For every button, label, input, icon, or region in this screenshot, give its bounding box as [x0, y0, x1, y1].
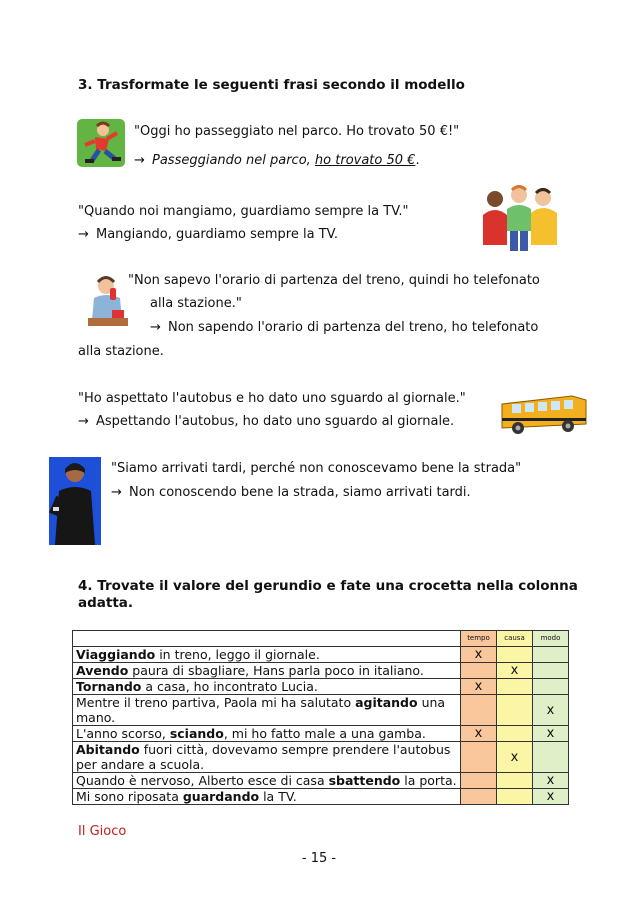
- table-row: [73, 726, 569, 742]
- ex3-answer: → Aspettando l'autobus, ho dato uno sguardo al giornale.: [78, 414, 455, 429]
- sentence-cell: Mentre il treno partiva, Paola mi ha salutato agitando una mano.: [73, 695, 461, 726]
- checkbox-cell-modo[interactable]: x: [533, 773, 569, 789]
- section3-title: 3. Trasformate le seguenti frasi secondo il modello: [78, 77, 465, 93]
- checkbox-cell-causa[interactable]: [497, 789, 533, 805]
- table-row: [73, 773, 569, 789]
- gerund-table: [72, 630, 569, 805]
- gerund-word: guardando: [182, 789, 260, 804]
- checkbox-cell-tempo[interactable]: x: [461, 726, 497, 742]
- ex2-question-line2: alla stazione.": [150, 296, 242, 311]
- checkbox-cell-tempo[interactable]: x: [461, 679, 497, 695]
- checkbox-cell-tempo[interactable]: [461, 695, 497, 726]
- friends-clipart: [480, 185, 560, 257]
- checkbox-cell-tempo[interactable]: [461, 742, 497, 773]
- checkbox-cell-modo[interactable]: [533, 679, 569, 695]
- gerund-word: Tornando: [76, 679, 142, 694]
- sentence-cell: Quando è nervoso, Alberto esce di casa sbattendo la porta.: [73, 773, 461, 789]
- checkbox-cell-causa[interactable]: [497, 647, 533, 663]
- table-row: [73, 742, 569, 773]
- checkbox-cell-causa[interactable]: [497, 695, 533, 726]
- checkbox-cell-tempo[interactable]: x: [461, 647, 497, 663]
- table-header-row: [73, 631, 569, 647]
- table-row: [73, 679, 569, 695]
- ex1-question: "Quando noi mangiamo, guardiamo sempre la TV.": [78, 204, 409, 219]
- arrow-icon: →: [78, 414, 89, 429]
- checkbox-cell-tempo[interactable]: [461, 773, 497, 789]
- checkbox-cell-causa[interactable]: [497, 726, 533, 742]
- gerund-word: agitando: [355, 695, 418, 710]
- sentence-cell: Mi sono riposata guardando la TV.: [73, 789, 461, 805]
- running-man-clipart: [77, 119, 125, 167]
- arrow-icon: →: [134, 153, 145, 168]
- table-header-blank: [73, 631, 461, 647]
- model-sentence: "Oggi ho passeggiato nel parco. Ho trovato 50 €!": [134, 124, 460, 139]
- telephone-person-clipart: [86, 274, 130, 330]
- arrow-icon: →: [78, 227, 89, 242]
- school-bus-clipart: [498, 390, 588, 438]
- gerund-word: Avendo: [76, 663, 129, 678]
- checkbox-cell-modo[interactable]: [533, 663, 569, 679]
- sentence-cell: Avendo paura di sbagliare, Hans parla poco in italiano.: [73, 663, 461, 679]
- gerund-word: Abitando: [76, 742, 140, 757]
- checkbox-cell-causa[interactable]: x: [497, 663, 533, 679]
- businesswoman-clipart: [49, 457, 101, 545]
- checkbox-cell-causa[interactable]: [497, 679, 533, 695]
- ex2-question-line1: "Non sapevo l'orario di partenza del treno, quindi ho telefonato: [128, 273, 540, 288]
- header-tempo: tempo: [461, 631, 497, 647]
- ex1-answer: → Mangiando, guardiamo sempre la TV.: [78, 227, 338, 242]
- ex4-question: "Siamo arrivati tardi, perché non conoscevamo bene la strada": [111, 461, 522, 476]
- checkbox-cell-tempo[interactable]: [461, 663, 497, 679]
- checkbox-cell-modo[interactable]: x: [533, 726, 569, 742]
- checkbox-cell-modo[interactable]: [533, 647, 569, 663]
- table-row: [73, 789, 569, 805]
- gerund-word: sciando: [169, 726, 224, 741]
- checkbox-cell-tempo[interactable]: [461, 789, 497, 805]
- checkbox-cell-causa[interactable]: x: [497, 742, 533, 773]
- sentence-cell: L'anno scorso, sciando, mi ho fatto male a una gamba.: [73, 726, 461, 742]
- ex2-answer-line2: alla stazione.: [78, 344, 164, 359]
- checkbox-cell-modo[interactable]: x: [533, 695, 569, 726]
- header-causa: causa: [497, 631, 533, 647]
- header-modo: modo: [533, 631, 569, 647]
- model-answer: → Passeggiando nel parco, ho trovato 50 €.: [134, 153, 420, 168]
- sentence-cell: Tornando a casa, ho incontrato Lucia.: [73, 679, 461, 695]
- game-link[interactable]: Il Gioco: [78, 824, 127, 839]
- sentence-cell: Abitando fuori città, dovevamo sempre prendere l'autobus per andare a scuola.: [73, 742, 461, 773]
- table-row: [73, 663, 569, 679]
- gerund-word: sbattendo: [328, 773, 401, 788]
- checkbox-cell-modo[interactable]: x: [533, 789, 569, 805]
- table-row: [73, 695, 569, 726]
- ex3-question: "Ho aspettato l'autobus e ho dato uno sguardo al giornale.": [78, 391, 466, 406]
- ex2-answer-line1: → Non sapendo l'orario di partenza del treno, ho telefonato: [150, 320, 539, 335]
- section4-title-line2: adatta.: [78, 595, 134, 611]
- table-row: [73, 647, 569, 663]
- ex4-answer: → Non conoscendo bene la strada, siamo arrivati tardi.: [111, 485, 471, 500]
- checkbox-cell-causa[interactable]: [497, 773, 533, 789]
- checkbox-cell-modo[interactable]: [533, 742, 569, 773]
- arrow-icon: →: [150, 320, 161, 335]
- section4-title-line1: 4. Trovate il valore del gerundio e fate una crocetta nella colonna: [78, 578, 578, 594]
- arrow-icon: →: [111, 485, 122, 500]
- page-number: - 15 -: [301, 851, 337, 866]
- sentence-cell: Viaggiando in treno, leggo il giornale.: [73, 647, 461, 663]
- gerund-word: Viaggiando: [76, 647, 156, 662]
